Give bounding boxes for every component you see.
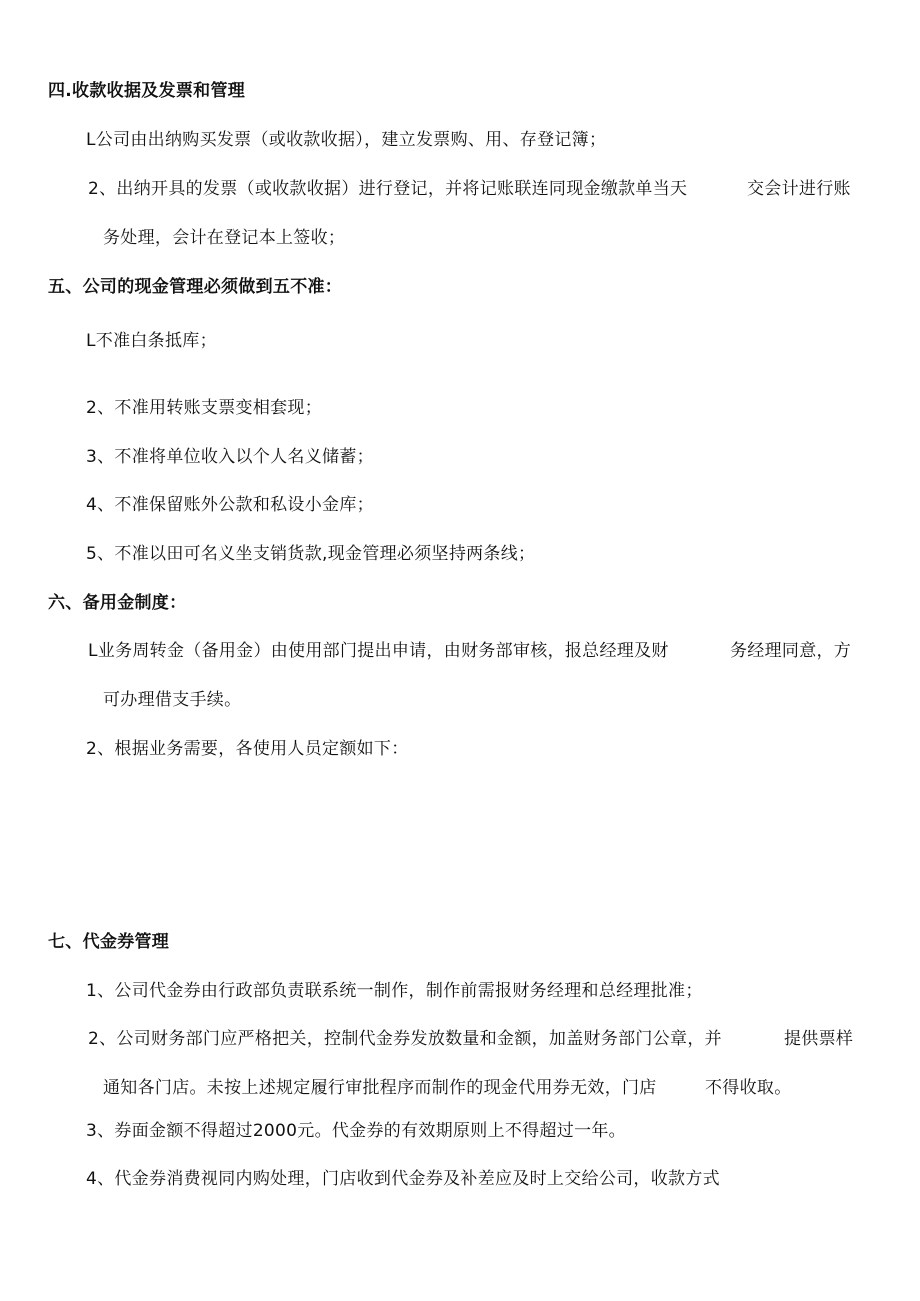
section-6-item-2: 2、根据业务需要，各使用人员定额如下：: [86, 739, 409, 759]
section-5-item-3: 3、不准将单位收入以个人名义储蓄；: [86, 447, 374, 467]
section-5-heading: 五、公司的现金管理必须做到五不准：: [48, 277, 343, 297]
section-5-item-1: L不准白条抵库；: [86, 331, 217, 351]
section-7-item-4: 4、代金券消费视同内购处理，门店收到代金券及补差应及时上交给公司，收款方式: [86, 1169, 720, 1189]
section-4-item-2-continuation: 务处理，会计在登记本上签收；: [103, 228, 346, 248]
section-7-item-3: 3、券面金额不得超过2000元。代金券的有效期原则上不得超过一年。: [86, 1121, 626, 1141]
section-4-heading: 四.收款收据及发票和管理: [48, 81, 246, 101]
section-6-item-1-part-b: 务经理同意，方: [730, 641, 852, 661]
section-5-item-4: 4、不准保留账外公款和私设小金库；: [86, 495, 374, 515]
section-6-item-1-continuation: 可办理借支手续。: [103, 690, 242, 710]
section-7-heading: 七、代金券管理: [48, 932, 170, 952]
section-7-item-2-continuation-a: 通知各门店。未按上述规定履行审批程序而制作的现金代用券无效，门店: [103, 1078, 657, 1098]
section-4-item-2-part-b: 交会计进行账: [747, 179, 851, 199]
section-7-item-1: 1、公司代金券由行政部负责联系统一制作，制作前需报财务经理和总经理批准；: [86, 981, 703, 1001]
section-4-item-2-part-a: 2、出纳开具的发票（或收款收据）进行登记，并将记账联连同现金缴款单当天: [88, 179, 688, 199]
section-6-item-1-part-a: L业务周转金（备用金）由使用部门提出申请，由财务部审核，报总经理及财: [88, 641, 669, 661]
section-7-item-2-continuation-b: 不得收取。: [705, 1078, 792, 1098]
section-7-item-2-part-a: 2、公司财务部门应严格把关，控制代金券发放数量和金额，加盖财务部门公章，并: [88, 1029, 722, 1049]
section-5-item-2: 2、不准用转账支票变相套现；: [86, 398, 323, 418]
section-5-item-5: 5、不准以田可名义坐支销货款,现金管理必须坚持两条线；: [86, 544, 536, 564]
section-4-item-1: L公司由出纳购买发票（或收款收据），建立发票购、用、存登记簿；: [86, 130, 607, 150]
section-7-item-2-part-b: 提供票样: [784, 1029, 854, 1049]
section-6-heading: 六、备用金制度：: [48, 593, 187, 613]
